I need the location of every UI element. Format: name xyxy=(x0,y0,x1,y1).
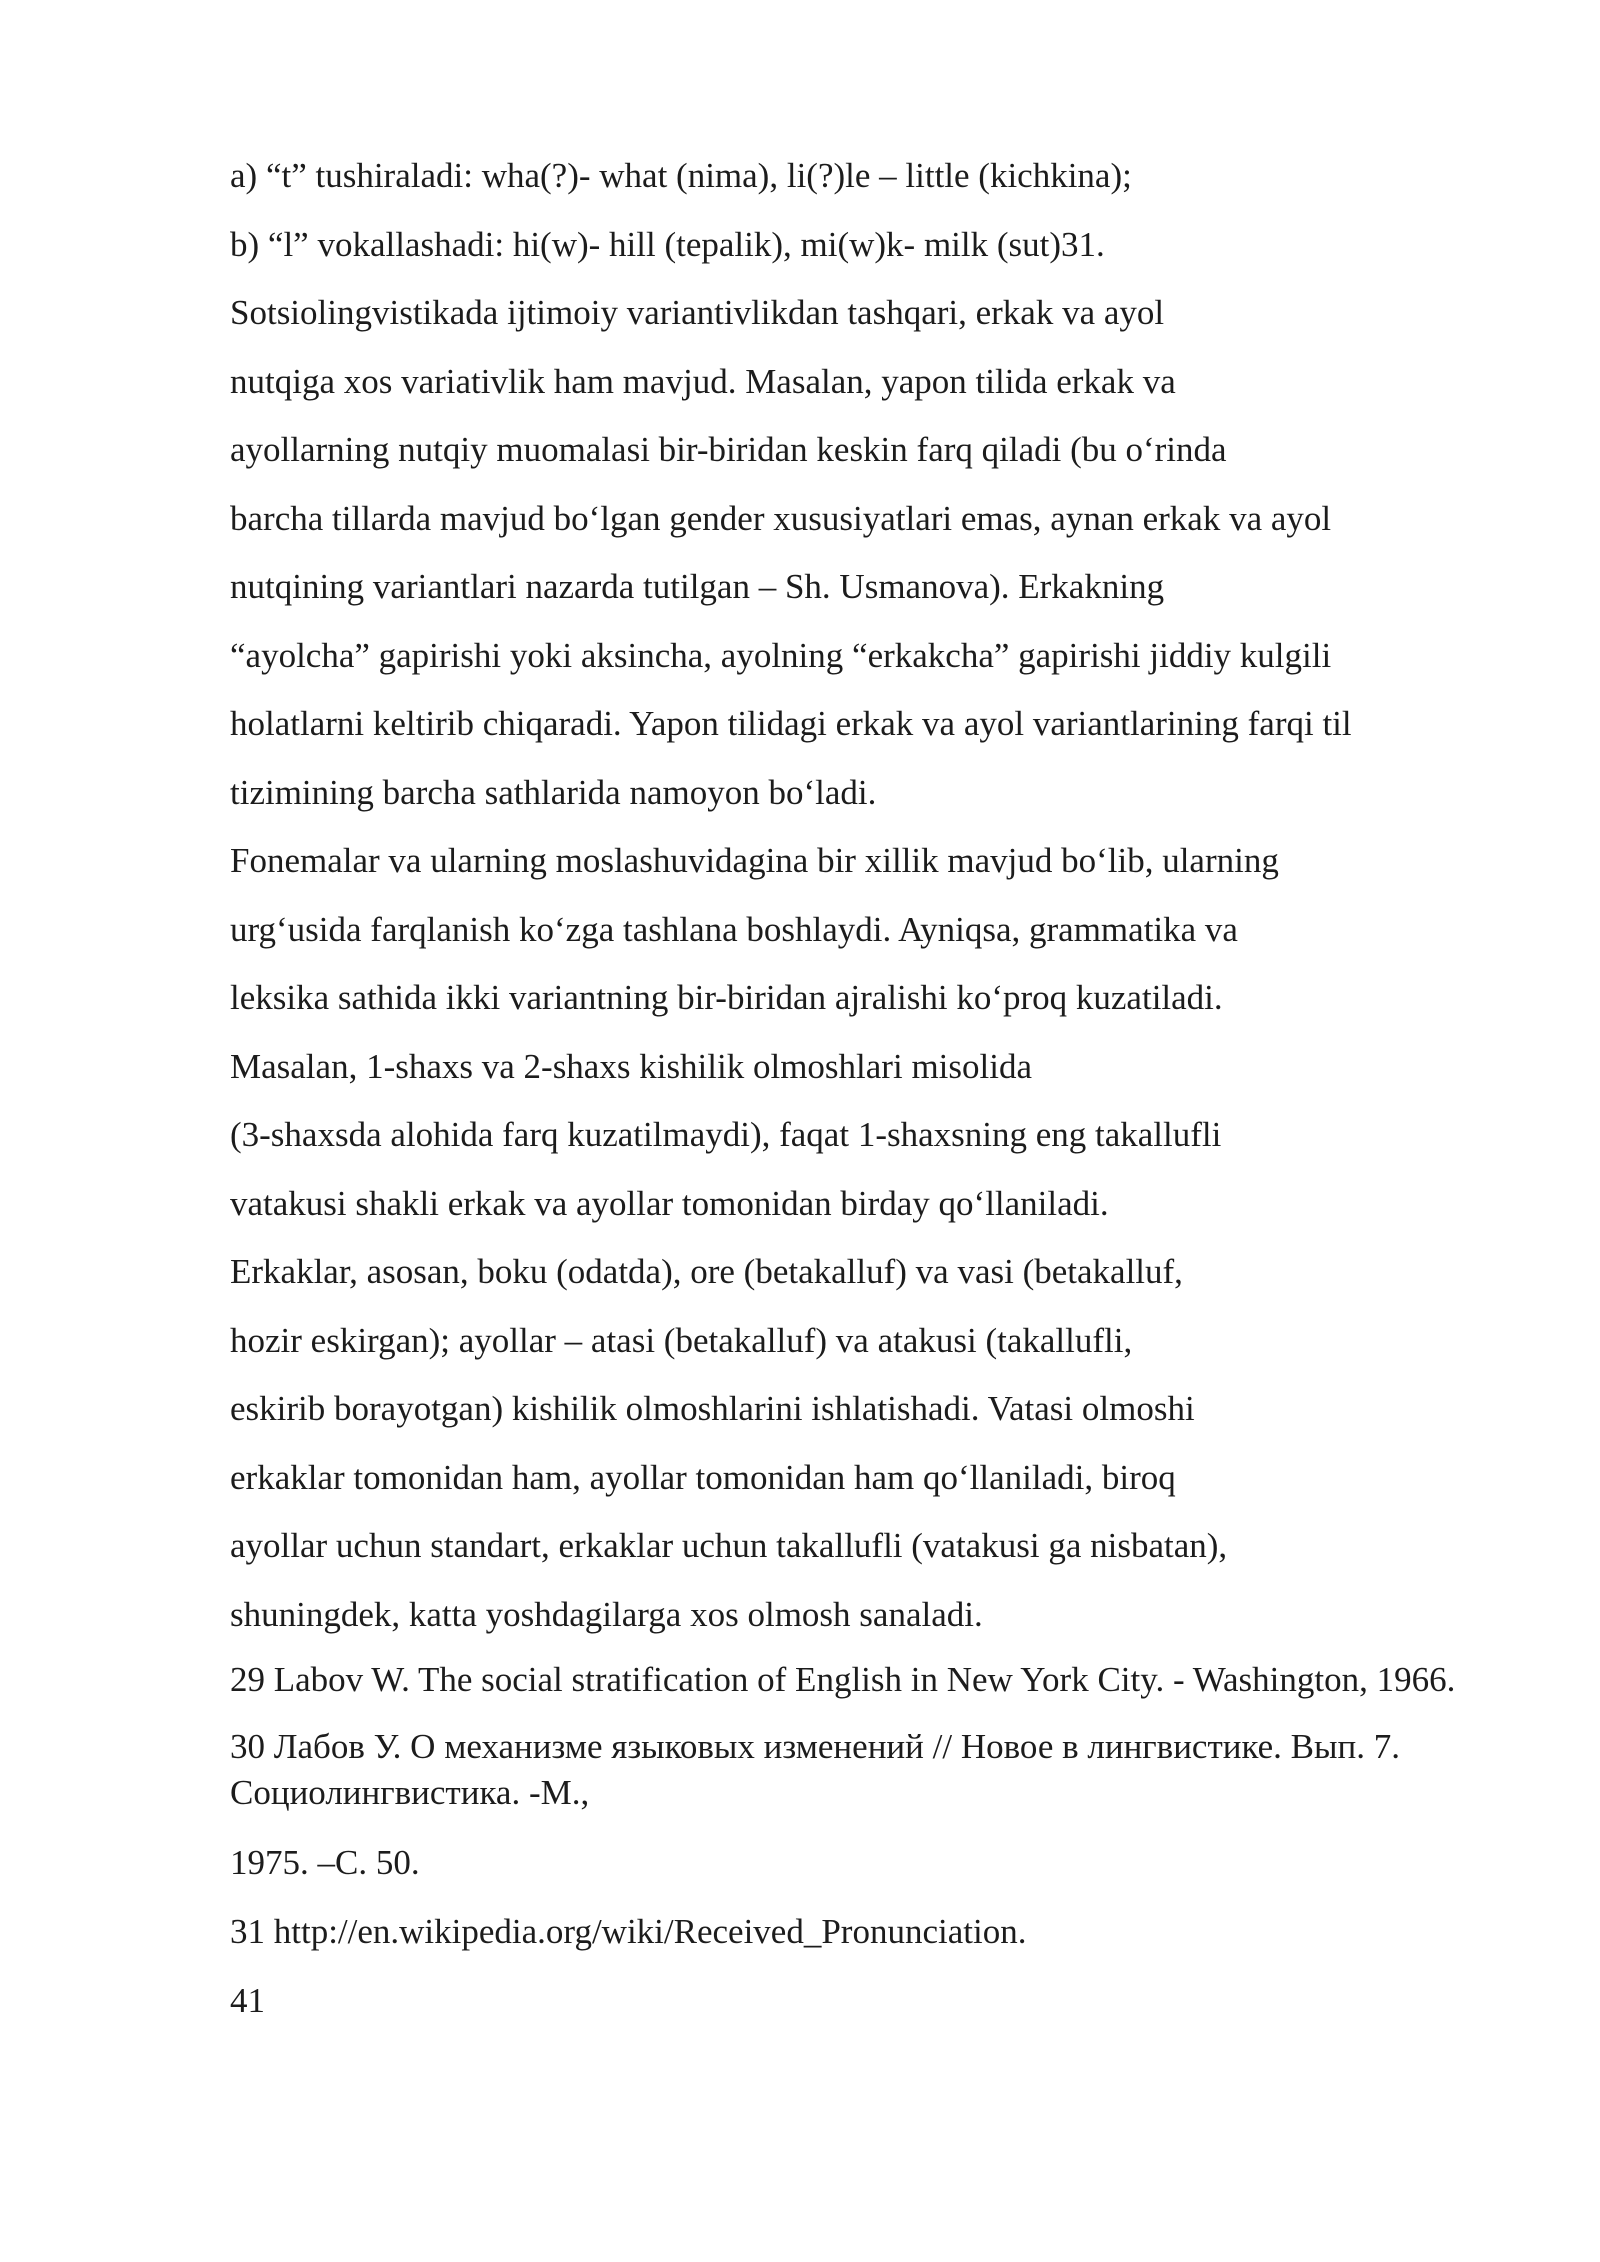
footnote-31: 31 http://en.wikipedia.org/wiki/Received_Pronunciation. xyxy=(230,1912,1027,1951)
footnote-29: 29 Labov W. The social stratification of English in New York City. - Washington, 1966. xyxy=(230,1660,1456,1699)
text-line: shuningdek, katta yoshdagilarga xos olmosh sanaladi. xyxy=(230,1594,983,1634)
text-line: eskirib borayotgan) kishilik olmoshlarini ishlatishadi. Vatasi olmoshi xyxy=(230,1389,1195,1428)
text-line: ayollarning nutqiy muomalasi bir-biridan keskin farq qiladi (bu o‘rinda xyxy=(230,430,1227,469)
text-line: holatlarni keltirib chiqaradi. Yapon tilidagi erkak va ayol variantlarining farqi til xyxy=(230,704,1352,743)
text-line: Fonemalar va ularning moslashuvidagina bir xillik mavjud bo‘lib, ularning xyxy=(230,841,1279,880)
text-line: Erkaklar, asosan, boku (odatda), ore (betakalluf) va vasi (betakalluf, xyxy=(230,1252,1183,1291)
text-line: Masalan, 1-shaxs va 2-shaxs kishilik olmoshlari misolida xyxy=(230,1046,1032,1086)
text-line: tizimining barcha sathlarida namoyon bo‘ladi. xyxy=(230,772,877,812)
text-line: hozir eskirgan); ayollar – atasi (betakalluf) va atakusi (takallufli, xyxy=(230,1320,1133,1360)
text-line: urg‘usida farqlanish ko‘zga tashlana boshlaydi. Ayniqsa, grammatika va xyxy=(230,909,1238,949)
text-line: Sotsiolingvistikada ijtimoiy variantivlikdan tashqari, erkak va ayol xyxy=(230,293,1165,332)
text-line: nutqining variantlari nazarda tutilgan – Sh. Usmanova). Erkakning xyxy=(230,567,1165,606)
text-line: ayollar uchun standart, erkaklar uchun takallufli (vatakusi ga nisbatan), xyxy=(230,1526,1228,1565)
footnote-30-continuation: 1975. –С. 50. xyxy=(230,1843,420,1882)
text-line: (3-shaxsda alohida farq kuzatilmaydi), faqat 1-shaxsning eng takallufli xyxy=(230,1115,1222,1154)
body-text xyxy=(230,150,1530,2027)
text-line: b) “l” vokallashadi: hi(w)- hill (tepalik), mi(w)k- milk (sut)31. xyxy=(230,224,1105,264)
text-line: a) “t” tushiraladi: wha(?)- what (nima), li(?)le – little (kichkina); xyxy=(230,156,1132,195)
text-line: barcha tillarda mavjud bo‘lgan gender xususiyatlari emas, aynan erkak va ayol xyxy=(230,498,1332,538)
text-line: vatakusi shakli erkak va ayollar tomonidan birday qo‘llaniladi. xyxy=(230,1183,1109,1223)
text-line: erkaklar tomonidan ham, ayollar tomonidan ham qo‘llaniladi, biroq xyxy=(230,1457,1176,1497)
footnote-30: 30 Лабов У. О механизме языковых изменений // Новое в лингвистике. Вып. 7. Социолингвистика. -М., xyxy=(230,1727,1400,1812)
text-line: “ayolcha” gapirishi yoki aksincha, ayolning “erkakcha” gapirishi jiddiy kulgili xyxy=(230,635,1332,675)
text-line: nutqiga xos variativlik ham mavjud. Masalan, yapon tilida erkak va xyxy=(230,361,1176,401)
text-line: leksika sathida ikki variantning bir-biridan ajralishi ko‘proq kuzatiladi. xyxy=(230,978,1223,1017)
page-number: 41 xyxy=(230,1981,265,2020)
